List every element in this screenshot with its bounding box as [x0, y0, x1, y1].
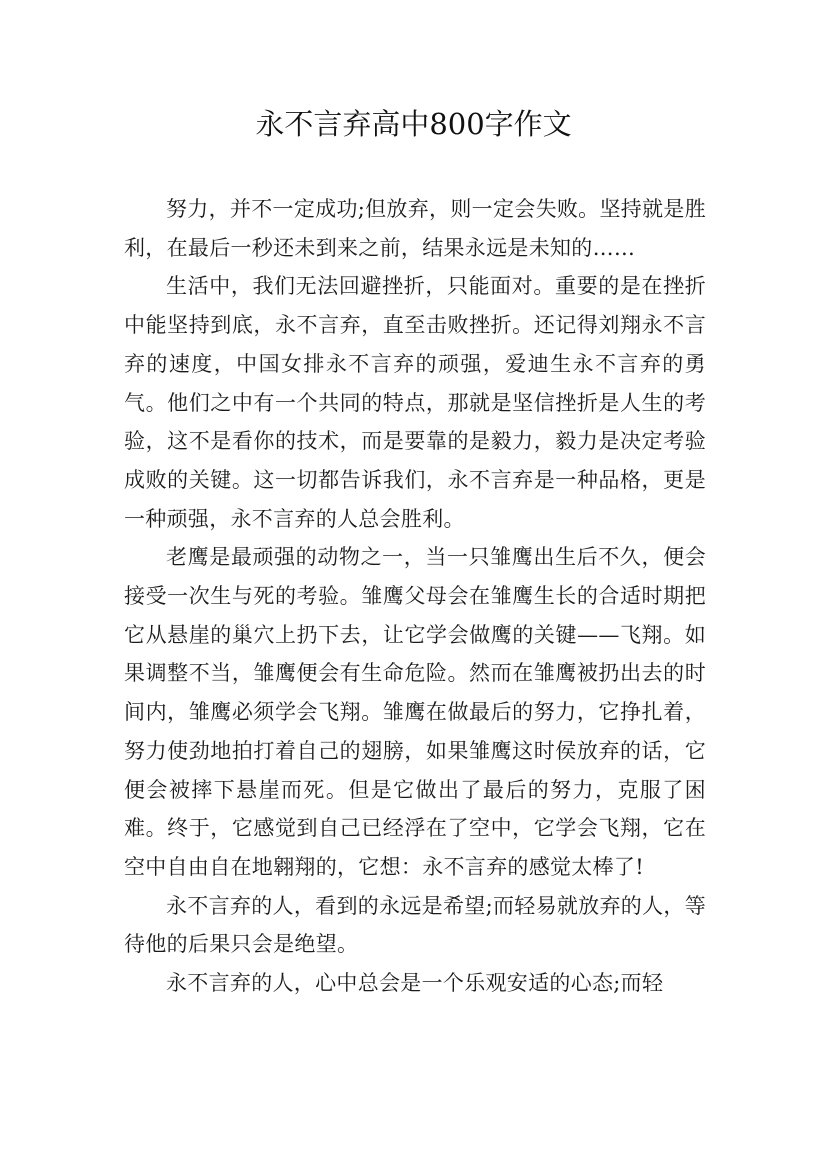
- paragraph-4: 永不言弃的人，看到的永远是希望;而轻易就放弃的人，等待他的后果只会是绝望。: [124, 893, 706, 957]
- document-title: 永不言弃高中800字作文: [255, 107, 572, 141]
- paragraph-2: 生活中，我们无法回避挫折，只能面对。重要的是在挫折中能坚持到底，永不言弃，直至击败挫折。还记得刘翔永不言弃的速度，中国女排永不言弃的顽强，爱迪生永不言弃的勇气。他们之中有一个共同的特点，那就是坚信挫折是人生的考验，这不是看你的技术，而是要靠的是毅力，毅力是决定考验成败的关键。这一切都告诉我们，永不言弃是一种品格，更是一种顽强，永不言弃的人总会胜利。: [124, 274, 706, 531]
- paragraph-5: 永不言弃的人，心中总会是一个乐观安适的心态;而轻: [166, 971, 664, 996]
- paragraph-3: 老鹰是最顽强的动物之一，当一只雏鹰出生后不久，便会接受一次生与死的考验。雏鹰父母会在雏鹰生长的合适时期把它从悬崖的巢穴上扔下去，让它学会做鹰的关键——飞翔。如果调整不当，雏鹰便会有生命危险。然而在雏鹰被扔出去的时间内，雏鹰必须学会飞翔。雏鹰在做最后的努力，它挣扎着，努力使劲地拍打着自己的翅膀，如果雏鹰这时侯放弃的话，它便会被摔下悬崖而死。但是它做出了最后的努力，克服了困难。终于，它感觉到自己已经浮在了空中，它学会飞翔，它在空中自由自在地翱翔的，它想：永不言弃的感觉太棒了!: [124, 545, 706, 879]
- paragraph-1: 努力，并不一定成功;但放弃，则一定会失败。坚持就是胜利，在最后一秒还未到来之前，结果永远是未知的……: [124, 197, 706, 260]
- document-body: [124, 190, 706, 1003]
